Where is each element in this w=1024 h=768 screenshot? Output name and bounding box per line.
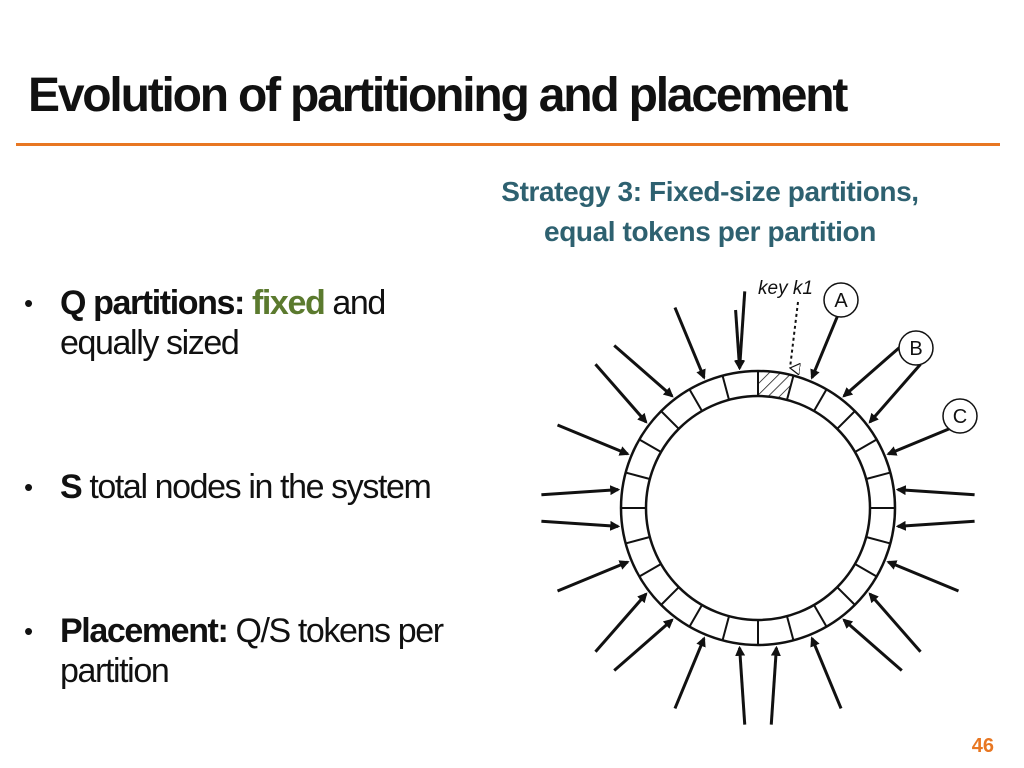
partition-divider bbox=[837, 411, 855, 429]
partition-divider bbox=[837, 587, 855, 605]
key-pointer-arrow bbox=[790, 302, 798, 368]
bullet-text: total nodes in the system bbox=[81, 468, 431, 506]
ring-group bbox=[621, 371, 895, 645]
node-markers bbox=[824, 283, 977, 433]
strategy-caption bbox=[420, 172, 1000, 252]
partition-divider bbox=[639, 440, 661, 453]
token-arrow bbox=[844, 620, 902, 671]
partition-divider bbox=[855, 564, 877, 577]
token-arrow bbox=[898, 521, 975, 526]
partition-divider bbox=[661, 587, 679, 605]
node-marker-b bbox=[899, 331, 933, 365]
bullet-highlight: fixed bbox=[251, 284, 325, 322]
token-arrow bbox=[740, 291, 745, 368]
partition-divider bbox=[626, 537, 650, 543]
token-arrow bbox=[898, 490, 975, 495]
node-marker-c bbox=[943, 399, 977, 433]
token-arrow bbox=[558, 425, 628, 454]
bullet-text: Q/S tokens per bbox=[227, 612, 443, 650]
token-arrow bbox=[595, 594, 646, 652]
key-label: key k1 bbox=[758, 278, 813, 299]
token-arrow bbox=[675, 308, 704, 378]
bullet-text: and bbox=[324, 284, 385, 322]
title-divider bbox=[16, 143, 1000, 146]
token-arrow bbox=[888, 562, 958, 591]
partition-divider bbox=[814, 389, 827, 411]
bullet-nodes bbox=[20, 467, 430, 507]
partition-divider bbox=[690, 605, 703, 627]
token-arrow bbox=[888, 425, 958, 454]
token-arrow bbox=[812, 638, 841, 708]
strategy-line-1: Strategy 3: Fixed-size partitions, bbox=[501, 176, 919, 207]
token-arrow bbox=[870, 594, 921, 652]
bullet-placement bbox=[20, 611, 443, 691]
bullet-dot: • bbox=[24, 288, 32, 318]
token-arrow bbox=[541, 490, 618, 495]
partition-divider bbox=[639, 564, 661, 577]
bullet-partitions bbox=[20, 283, 540, 363]
token-arrow bbox=[558, 562, 628, 591]
token-arrow bbox=[771, 648, 776, 725]
node-label: A bbox=[834, 290, 848, 312]
partition-divider bbox=[690, 389, 703, 411]
bullet-keyword: Q partitions: bbox=[60, 284, 244, 322]
node-label: C bbox=[952, 406, 968, 428]
strategy-line-2: equal tokens per partition bbox=[544, 216, 876, 247]
page-number: 46 bbox=[971, 735, 994, 757]
token-arrow bbox=[870, 364, 921, 422]
partition-divider bbox=[723, 616, 729, 640]
token-arrow bbox=[844, 345, 902, 396]
token-arrow bbox=[740, 648, 745, 725]
node-marker-a bbox=[824, 283, 858, 317]
partition-divider bbox=[626, 473, 650, 479]
ring-inner bbox=[646, 396, 870, 620]
bullet-text-line2: partition bbox=[60, 652, 169, 690]
bullet-dot: • bbox=[24, 616, 32, 646]
partition-divider bbox=[866, 537, 890, 543]
partition-divider bbox=[866, 473, 890, 479]
partition-divider bbox=[814, 605, 827, 627]
partition-divider bbox=[855, 440, 877, 453]
token-arrow bbox=[614, 345, 672, 396]
partition-divider bbox=[723, 376, 729, 400]
token-arrow bbox=[812, 308, 841, 378]
token-arrow bbox=[541, 521, 618, 526]
partition-ring-diagram bbox=[540, 262, 980, 732]
token-arrow bbox=[675, 638, 704, 708]
partition-divider bbox=[661, 411, 679, 429]
slide-title: Evolution of partitioning and placement bbox=[28, 69, 847, 122]
bullet-keyword: Placement: bbox=[60, 612, 228, 650]
token-arrow bbox=[614, 620, 672, 671]
bullet-list bbox=[20, 283, 540, 690]
bullet-dot: • bbox=[24, 472, 32, 502]
bullet-text-line2: equally sized bbox=[60, 324, 239, 362]
bullet-keyword: S bbox=[60, 468, 82, 506]
partition-divider bbox=[787, 616, 793, 640]
token-arrow bbox=[736, 310, 740, 368]
token-arrow bbox=[595, 364, 646, 422]
node-label: B bbox=[909, 338, 923, 360]
